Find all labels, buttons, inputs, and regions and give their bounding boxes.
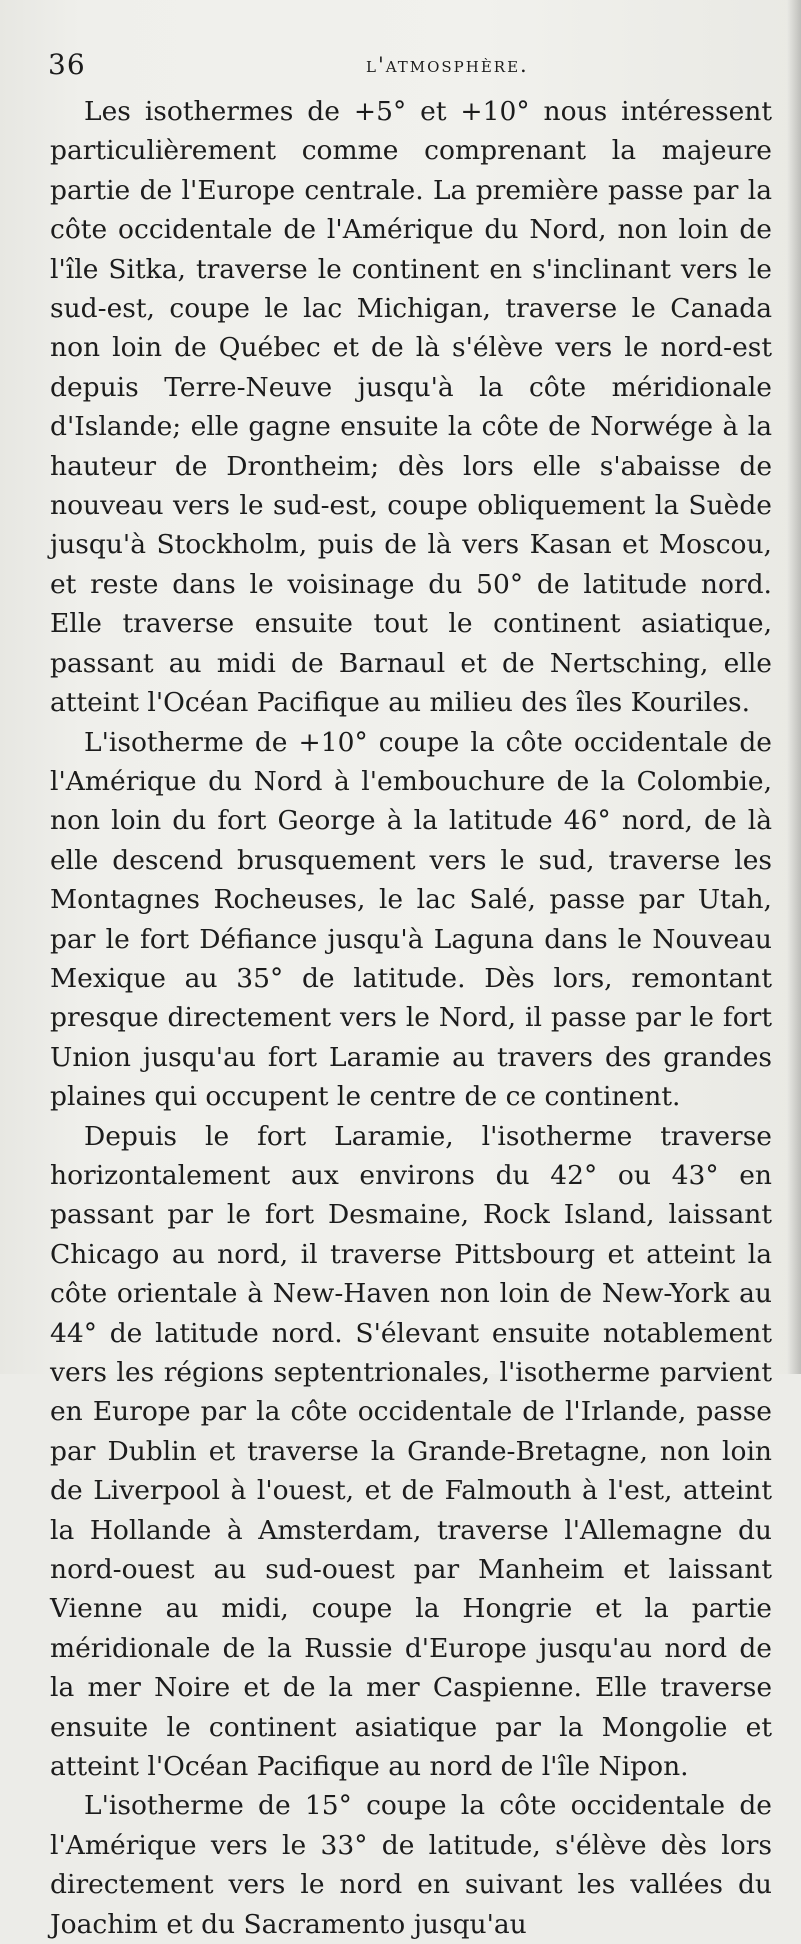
body-text xyxy=(50,92,772,1944)
paragraph-fort-laramie: Depuis le fort Laramie, l'isotherme traverse horizontalement aux environs du 42° ou 43° en passant par le fort Desmaine, Rock Island, laissant Chicago au nord, il traverse Pittsbourg et atteint la côte orientale à New-Haven non loin de New-York au 44° de latitude nord. S'élevant ensuite notablement vers les régions septentrionales, l'isotherme parvient en Europe par la côte occidentale de l'Irlande, passe par Dublin et traverse la Grande-Bretagne, non loin de Liverpool à l'ouest, et de Falmouth à l'est, atteint la Hollande à Amsterdam, traverse l'Allemagne du nord-ouest au sud-ouest par Manheim et laissant Vienne au midi, coupe la Hongrie et la partie méridionale de la Russie d'Europe jusqu'au nord de la mer Noire et de la mer Caspienne. Elle traverse ensuite le continent asiatique par la Mongolie et atteint l'Océan Pacifique au nord de l'île Nipon. xyxy=(50,1120,772,1783)
page-header xyxy=(48,48,778,84)
running-title: l'atmosphère. xyxy=(366,53,529,77)
page-edge-shadow xyxy=(787,0,801,1374)
paragraph-isotherme-15: L'isotherme de 15° coupe la côte occidentale de l'Amérique vers le 33° de latitude, s'élève dès lors directement vers le nord en suivant les vallées du Joachim et du Sacramento jusqu'au xyxy=(50,1790,772,1940)
paragraph-isothermes-5-10: Les isothermes de +5° et +10° nous intéressent particulièrement comme comprenant la majeure partie de l'Europe centrale. La première passe par la côte occidentale de l'Amérique du Nord, non loin de l'île Sitka, traverse le continent en s'inclinant vers le sud-est, coupe le lac Michigan, traverse le Canada non loin de Québec et de là s'élève vers le nord-est depuis Terre-Neuve jusqu'à la côte méridionale d'Islande; elle gagne ensuite la côte de Norwége à la hauteur de Drontheim; dès lors elle s'abaisse de nouveau vers le sud-est, coupe obliquement la Suède jusqu'à Stockholm, puis de là vers Kasan et Moscou, et reste dans le voisinage du 50° de latitude nord. Elle traverse ensuite tout le continent asiatique, passant au midi de Barnaul et de Nertsching, elle atteint l'Océan Pacifique au milieu des îles Kouriles. xyxy=(50,96,772,719)
page-number: 36 xyxy=(48,48,86,81)
paragraph-isotherme-10: L'isotherme de +10° coupe la côte occidentale de l'Amérique du Nord à l'embouchure de la Colombie, non loin du fort George à la latitude 46° nord, de là elle descend brusquement vers le sud, traverse les Montagnes Rocheuses, le lac Salé, passe par Utah, par le fort Défiance jusqu'à Laguna dans le Nouveau Mexique au 35° de latitude. Dès lors, remontant presque directement vers le Nord, il passe par le fort Union jusqu'au fort Laramie au travers des grandes plaines qui occupent le centre de ce continent. xyxy=(50,726,772,1113)
